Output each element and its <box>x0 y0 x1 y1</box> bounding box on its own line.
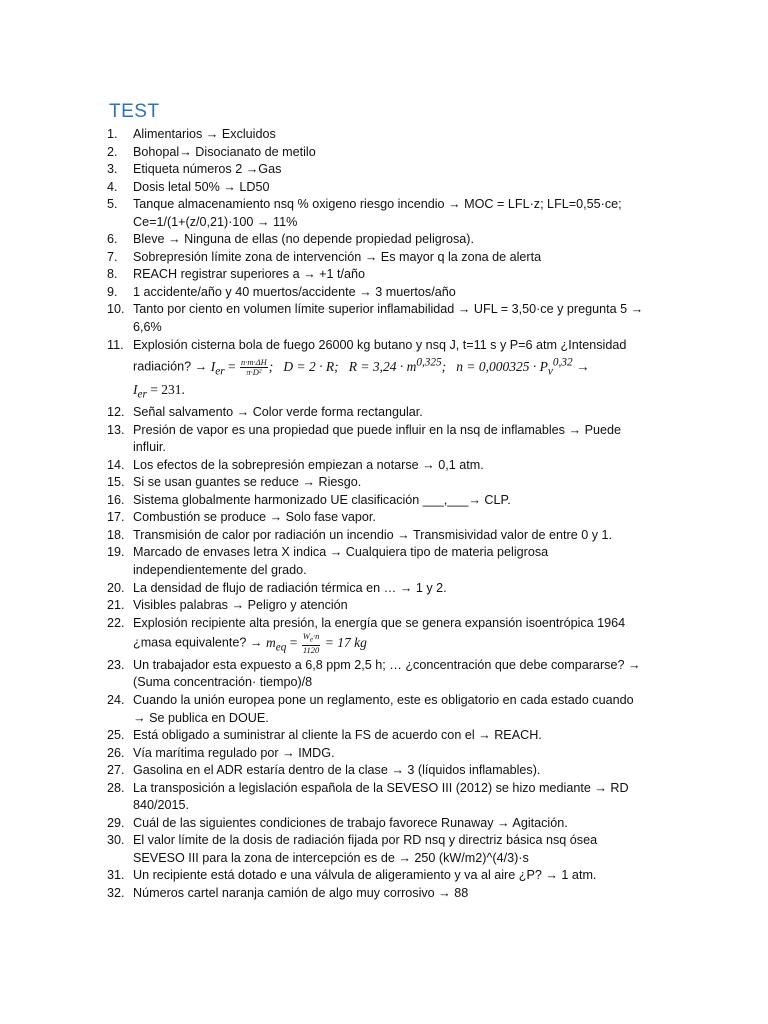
list-item <box>107 762 647 780</box>
list-item <box>107 284 647 302</box>
item-number: 10. <box>107 302 125 317</box>
item-text: Visibles palabras → Peligro y atención <box>133 598 348 613</box>
item-text: Cuando la unión europea pone un reglamento, este es obligatorio en cada estado cuando → Se publica en DOUE. <box>133 692 634 725</box>
list-item <box>107 161 647 179</box>
list-item <box>107 727 647 745</box>
item-number: 14. <box>107 457 125 472</box>
item-text: Marcado de envases letra X indica → Cualquiera tipo de materia peligrosa independientemente del grado. <box>133 545 549 577</box>
item-number: 13. <box>107 422 125 437</box>
intensity-fraction: $\frac{n\cdot m\cdot\Delta H}{\text{π·D²}}$ <box>240 357 267 378</box>
list-item <box>107 692 647 727</box>
item-number: 7. <box>107 249 118 264</box>
item-number: 4. <box>107 179 118 194</box>
item-number: 8. <box>107 267 118 282</box>
item-number: 6. <box>107 232 118 247</box>
item-text: Explosión recipiente alta presión, la energía que se genera expansión isoentrópica 1964 ¿masa equivalente? → <box>133 615 626 650</box>
item-number: 29. <box>107 815 125 830</box>
list-item <box>107 745 647 763</box>
list-item <box>107 885 647 903</box>
item-number: 21. <box>107 598 125 613</box>
list-item <box>107 615 647 657</box>
item-text: Combustión se produce → Solo fase vapor. <box>133 510 376 525</box>
item-number: 26. <box>107 745 125 760</box>
item-number: 25. <box>107 728 125 743</box>
list-item <box>107 527 647 545</box>
mass-fraction: $\frac{W_e\cdot n}{1120}$ <box>302 631 320 655</box>
item-text: Alimentarios → Excluidos <box>133 127 276 141</box>
item-number: 32. <box>107 885 125 900</box>
item-number: 23. <box>107 657 125 672</box>
list-item <box>107 657 647 692</box>
list-item <box>107 544 647 579</box>
item-number: 11. <box>107 337 124 352</box>
item-text: Un trabajador esta expuesto a 6,8 ppm 2,5 h; … ¿concentración que debe compararse? → (Suma concentración· tiempo)/8 <box>133 657 641 690</box>
list-item <box>107 780 647 815</box>
item-text: Bohopal→ Disocianato de metilo <box>133 144 316 159</box>
item-number: 1. <box>107 127 118 141</box>
page-title: TEST <box>109 101 160 122</box>
item-number: 31. <box>107 868 125 883</box>
list-item <box>107 492 647 510</box>
list-item <box>107 422 647 457</box>
item-text: Cuál de las siguientes condiciones de trabajo favorece Runaway → Agitación. <box>133 815 568 830</box>
item-text: Los efectos de la sobrepresión empiezan a notarse → 0,1 atm. <box>133 457 484 472</box>
item-text: La densidad de flujo de radiación térmica en … → 1 y 2. <box>133 580 447 595</box>
list-item <box>107 144 647 162</box>
list-item <box>107 457 647 475</box>
item-text: 1 accidente/año y 40 muertos/accidente → 3 muertos/año <box>133 284 456 299</box>
list-item <box>107 474 647 492</box>
test-question-list <box>107 126 647 903</box>
list-item <box>107 509 647 527</box>
list-item <box>107 196 647 231</box>
item-text: Bleve → Ninguna de ellas (no depende propiedad peligrosa). <box>133 232 474 247</box>
item-number: 28. <box>107 780 125 795</box>
item-number: 18. <box>107 527 125 542</box>
item-number: 12. <box>107 405 125 420</box>
item-number: 20. <box>107 580 125 595</box>
list-item <box>107 404 647 422</box>
list-item <box>107 126 647 144</box>
list-item <box>107 867 647 885</box>
list-item <box>107 231 647 249</box>
item-text: Etiqueta números 2 →Gas <box>133 162 282 177</box>
item-number: 30. <box>107 833 125 848</box>
item-text: Sistema globalmente harmonizado UE clasificación ___,___→ CLP. <box>133 492 511 507</box>
intensity-formula: $I_{er}$ = $\frac{n\cdot m\cdot\Delta H}{\text{π·D²}}$ ; D = 2 · R; $R = 3,24 \cdot m^{0,325}$; $n = 0,000325 \cdot P_v^{0,32}$ → $I_{er} = 231$. <box>133 356 590 401</box>
item-number: 15. <box>107 475 125 490</box>
list-item <box>107 301 647 336</box>
item-text: Presión de vapor es una propiedad que puede influir en la nsq de inflamables → Puede influir. <box>133 422 621 455</box>
item-text: Un recipiente está dotado e una válvula de aligeramiento y va al aire ¿P? → 1 atm. <box>133 868 597 883</box>
item-text: Tanto por ciento en volumen límite superior inflamabilidad → UFL = 3,50·ce y pregunta 5 → 6,6% <box>133 302 644 335</box>
item-number: 27. <box>107 763 125 778</box>
list-item <box>107 832 647 867</box>
item-text: Vía marítima regulado por → IMDG. <box>133 745 335 760</box>
item-text: Números cartel naranja camión de algo muy corrosivo → 88 <box>133 885 469 900</box>
item-number: 17. <box>107 510 125 525</box>
item-text: La transposición a legislación española de la SEVESO III (2012) se hizo mediante → RD 840/2015. <box>133 780 629 813</box>
list-item <box>107 249 647 267</box>
list-item <box>107 580 647 598</box>
item-number: 9. <box>107 284 118 299</box>
item-number: 24. <box>107 692 125 707</box>
item-number: 16. <box>107 492 125 507</box>
item-number: 3. <box>107 162 118 177</box>
item-text: Dosis letal 50% → LD50 <box>133 179 270 194</box>
list-item <box>107 179 647 197</box>
list-item <box>107 337 647 405</box>
item-text: Tanque almacenamiento nsq % oxigeno riesgo incendio → MOC = LFL·z; LFL=0,55·ce; Ce=1/(1+(z/0,21)·100 → 11% <box>133 197 622 229</box>
list-item <box>107 597 647 615</box>
item-text: REACH registrar superiores a → +1 t/año <box>133 267 366 282</box>
item-text: Si se usan guantes se reduce → Riesgo. <box>133 475 362 490</box>
item-text: El valor límite de la dosis de radiación fijada por RD nsq y directriz básica nsq ósea SEVESO III para la zona de intercepción es de → 250 (kW/m2)^(4/3)·s <box>133 833 598 865</box>
item-text: Está obligado a suministrar al cliente la FS de acuerdo con el → REACH. <box>133 728 542 743</box>
item-text: Gasolina en el ADR estaría dentro de la clase → 3 (líquidos inflamables). <box>133 763 541 778</box>
item-text: Señal salvamento → Color verde forma rectangular. <box>133 405 423 420</box>
item-number: 2. <box>107 144 118 159</box>
list-item <box>107 266 647 284</box>
item-text: Explosión cisterna bola de fuego 26000 kg butano y nsq J, t=11 s y P=6 atm ¿Intensidad radiación? → <box>133 337 627 374</box>
item-number: 5. <box>107 197 118 212</box>
item-text: Transmisión de calor por radiación un incendio → Transmisividad valor de entre 0 y 1. <box>133 527 613 542</box>
item-number: 22. <box>107 615 125 630</box>
item-text: Sobrepresión límite zona de intervención → Es mayor q la zona de alerta <box>133 249 542 264</box>
item-number: 19. <box>107 545 125 560</box>
list-item <box>107 815 647 833</box>
mass-formula: $m_{eq}$ = $\frac{W_e\cdot n}{1120}$ = 17 kg <box>266 631 367 655</box>
